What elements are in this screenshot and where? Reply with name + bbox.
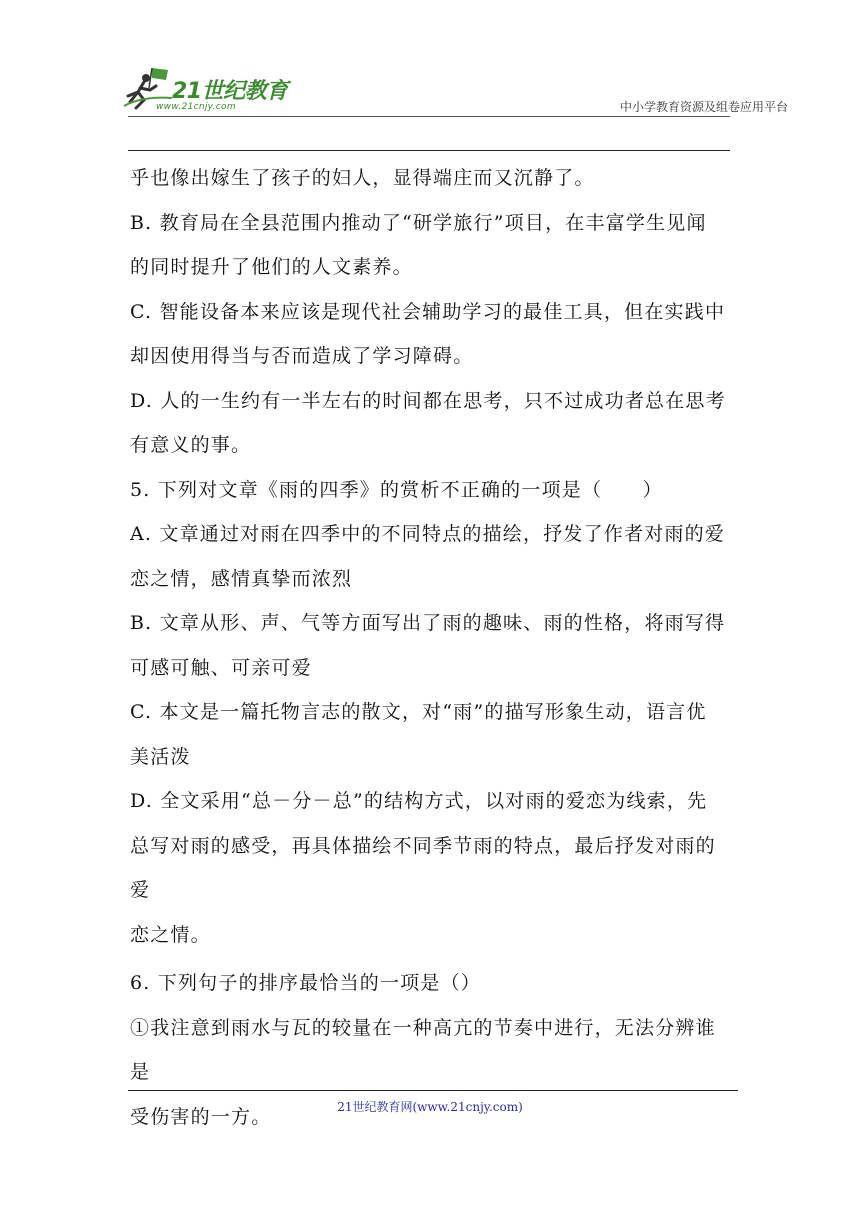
option-b-line: B. 文章从形、声、气等方面写出了雨的趣味、雨的性格，将雨写得	[130, 612, 726, 634]
text-line: 恋之情。	[130, 923, 211, 946]
question-5: 5. 下列对文章《雨的四季》的赏析不正确的一项是（ ）	[130, 478, 663, 501]
option-d-line: D. 人的一生约有一半左右的时间都在思考，只不过成功者总在思考	[130, 389, 726, 412]
text-line: 总写对雨的感受，再具体描绘不同季节雨的特点，最后抒发对雨的爱	[130, 834, 716, 901]
sentence-1: ①我注意到雨水与瓦的较量在一种高亢的节奏中进行，无法分辨谁是	[130, 1016, 716, 1083]
question-6: 6. 下列句子的排序最恰当的一项是（）	[130, 972, 481, 994]
text-line: 的同时提升了他们的人文素养。	[130, 256, 413, 278]
option-c-line: C. 智能设备本来应该是现代社会辅助学习的最佳工具，但在实践中	[130, 300, 726, 323]
logo-brand-text: 21世纪教育	[172, 79, 288, 104]
text-line: 受伤害的一方。	[130, 1105, 272, 1128]
document-body	[130, 156, 735, 1139]
option-b-line: B. 教育局在全县范围内推动了“研学旅行”项目，在丰富学生见闻	[130, 211, 707, 234]
option-a-line: A. 文章通过对雨在四季中的不同特点的描绘，抒发了作者对雨的爱	[130, 523, 726, 545]
option-d-line: D. 全文采用“总－分－总”的结构方式，以对雨的爱恋为线索，先	[130, 790, 708, 812]
footer-divider	[128, 1090, 738, 1091]
header-divider-thin	[128, 116, 730, 117]
page-header	[0, 0, 860, 160]
option-c-line: C. 本文是一篇托物言志的散文，对“雨”的描写形象生动，语言优	[130, 701, 707, 723]
text-line: 有意义的事。	[130, 434, 252, 456]
text-line: 却因使用得当与否而造成了学习障碍。	[130, 345, 474, 367]
text-line: 恋之情，感情真挚而浓烈	[130, 567, 353, 590]
footer-link[interactable]: 21世纪教育网(www.21cnjy.com)	[337, 1100, 523, 1114]
platform-tagline: 中小学教育资源及组卷应用平台	[620, 100, 789, 114]
text-line: 美活泼	[130, 745, 191, 768]
logo-url-text: www.21cnjy.com	[156, 102, 236, 112]
header-divider	[128, 150, 730, 151]
site-logo[interactable]	[122, 66, 292, 116]
text-line: 乎也像出嫁生了孩子的妇人，显得端庄而又沉静了。	[130, 167, 595, 189]
text-line: 可感可触、可亲可爱	[130, 656, 312, 679]
